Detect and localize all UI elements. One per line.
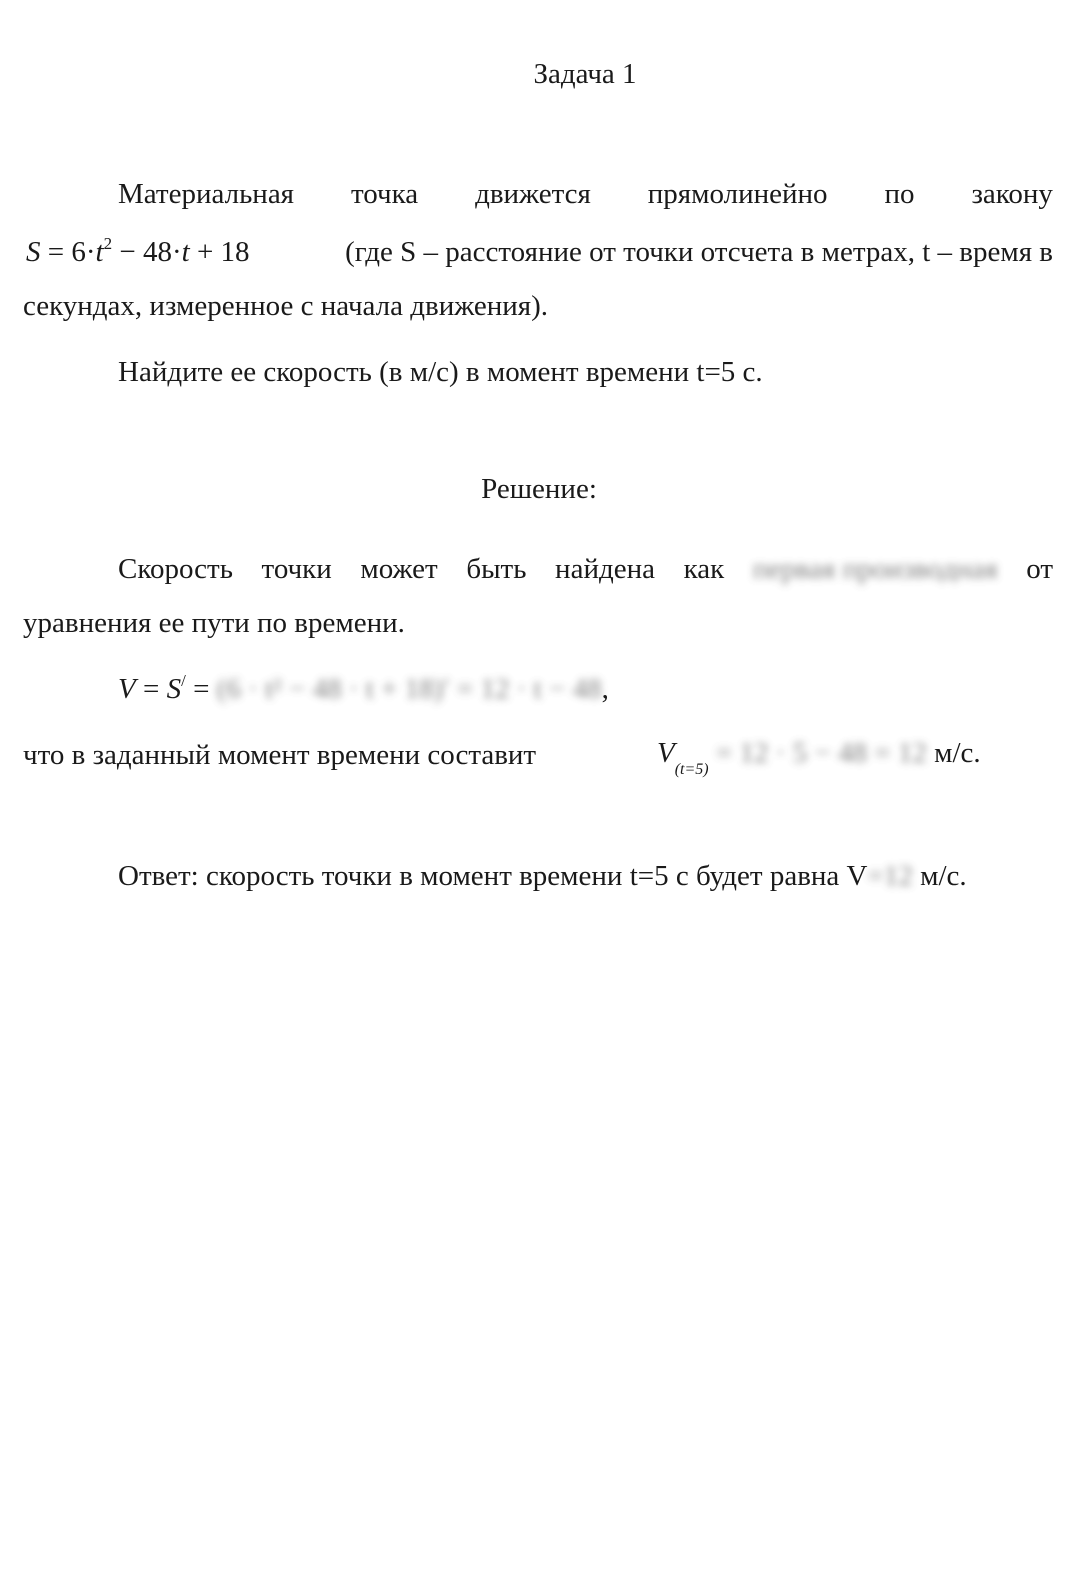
- word: прямолинейно: [647, 178, 828, 210]
- problem-question: Найдите ее скорость (в м/с) в момент времени t=5 с.: [118, 356, 763, 388]
- problem-line-1: [118, 178, 1053, 211]
- redacted-answer: =12: [867, 860, 913, 892]
- word: по: [884, 178, 915, 210]
- problem-title: Задача 1: [533, 58, 637, 90]
- problem-line-2: [26, 236, 1053, 269]
- motion-law-formula: $S = 6\cdot t^2 - 48\cdot t + 18$: [26, 234, 250, 268]
- word: как: [683, 553, 725, 585]
- redacted-value: = 12 · 5 − 48 = 12: [715, 737, 927, 769]
- word: Скорость: [118, 553, 233, 585]
- redacted-derivative-term: первая производная: [752, 553, 998, 585]
- solution-value-text: что в заданный момент времени составит: [23, 739, 537, 771]
- word: быть: [466, 553, 527, 585]
- solution-line-2: уравнения ее пути по времени.: [23, 607, 405, 639]
- answer-line: Ответ: скорость точки в момент времени t=5 с будет равна V=12 м/с.: [118, 860, 967, 892]
- word: Материальная: [118, 178, 295, 210]
- word: найдена: [555, 553, 655, 585]
- velocity-value: $V_{(t=5)} = 12 \cdot 5 - 48 = 12$ м/с.: [657, 737, 981, 778]
- problem-line-3: секундах, измеренное с начала движения).: [23, 290, 549, 322]
- velocity-formula: V = S/ = (6 · t² − 48 · t + 18)′ = 12 · t − 48,: [118, 671, 609, 705]
- word: движется: [475, 178, 591, 210]
- solution-heading: Решение:: [481, 473, 597, 505]
- word: от: [1026, 553, 1053, 585]
- problem-line-2-text: (где S – расстояние от точки отсчета в метрах, t – время в: [345, 236, 1053, 268]
- word: может: [360, 553, 438, 585]
- solution-line-1: [118, 553, 1053, 586]
- word: закону: [971, 178, 1053, 210]
- word: точка: [350, 178, 419, 210]
- word: точки: [261, 553, 332, 585]
- redacted-derivative: (6 · t² − 48 · t + 18)′ = 12 · t − 48: [216, 673, 602, 705]
